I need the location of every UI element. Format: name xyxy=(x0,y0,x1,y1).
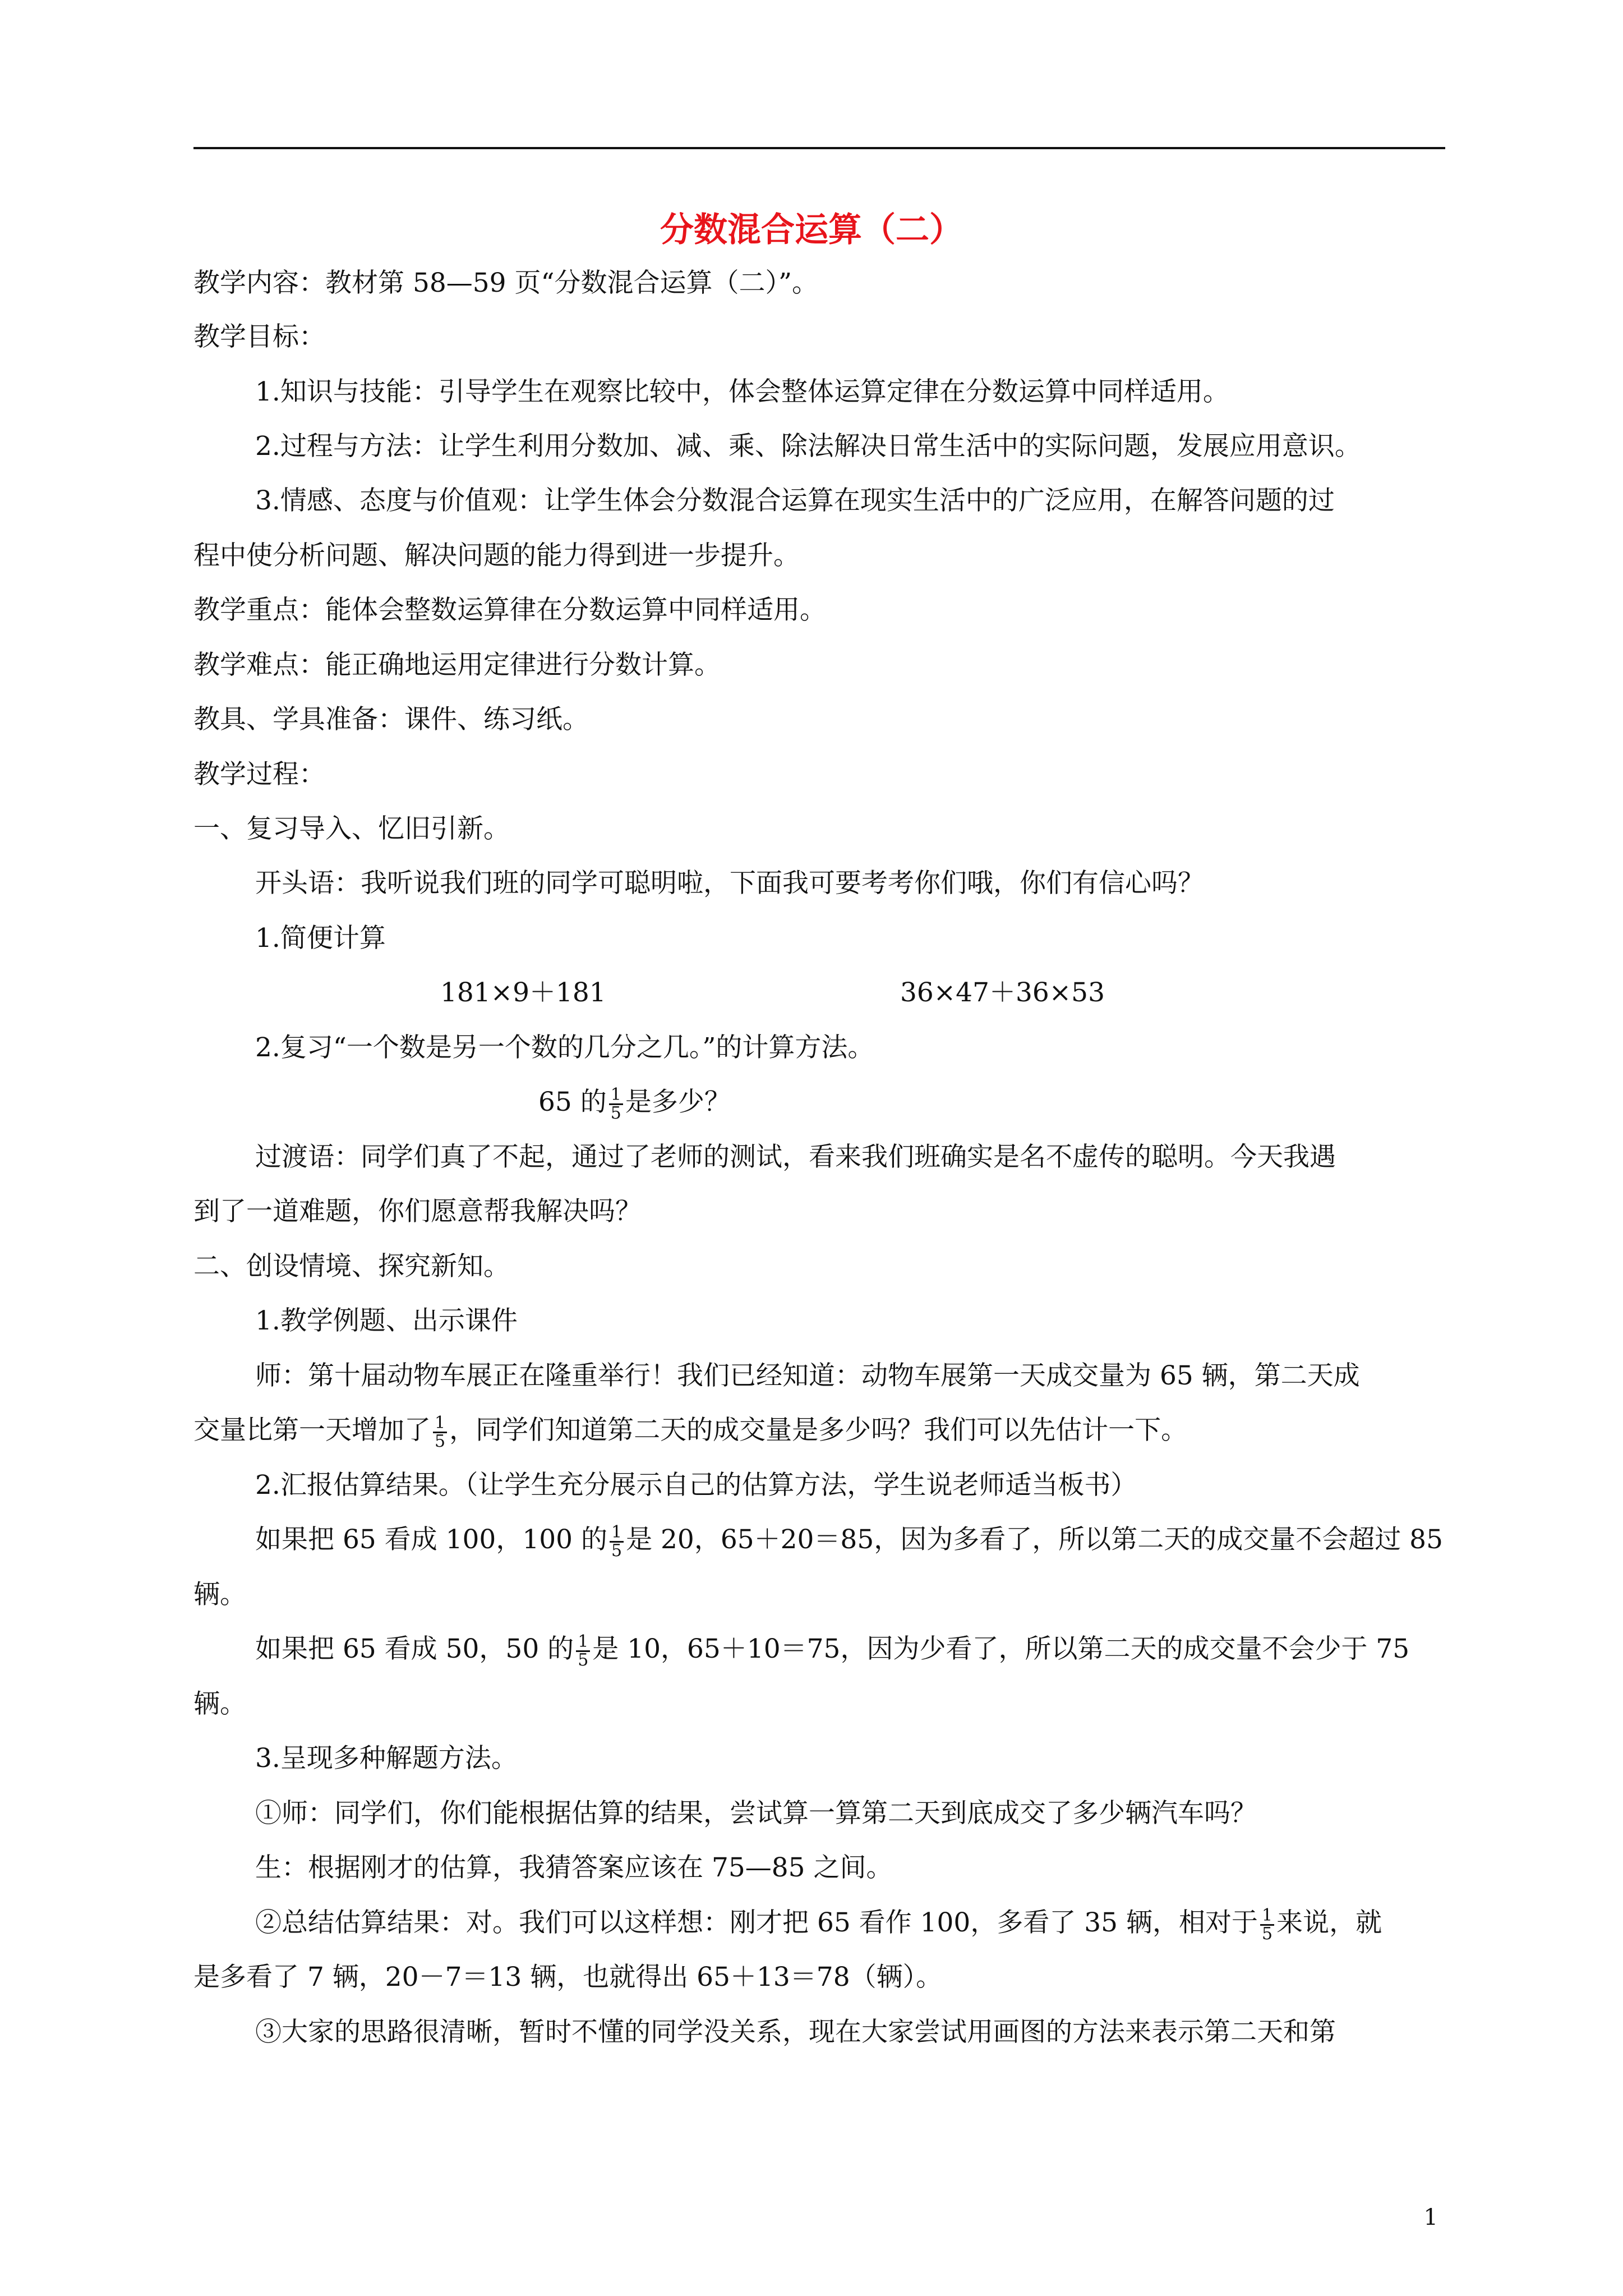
text-line xyxy=(255,1630,1409,1669)
fraction-question xyxy=(538,1083,731,1122)
text-line: 开头语：我听说我们班的同学可聪明啦，下面我可要考考你们哦，你们有信心吗？ xyxy=(255,868,1204,899)
math-expression: 36×47＋36×53 xyxy=(900,977,1105,1008)
fraction: $\frac{1}{5}$ xyxy=(433,1415,447,1450)
text-line: 2.复习“一个数是另一个数的几分之几。”的计算方法。 xyxy=(255,1032,874,1063)
text-line: 2.汇报估算结果。（让学生充分展示自己的估算方法，学生说老师适当板书） xyxy=(255,1470,1137,1501)
header-rule xyxy=(193,147,1445,149)
fraction: $\frac{1}{5}$ xyxy=(610,1524,624,1559)
text-segment: 来说，就 xyxy=(1276,1907,1382,1938)
text-segment: 是 10，65＋10＝75，因为少看了，所以第二天的成交量不会少于 75 xyxy=(592,1634,1410,1664)
fraction: $\frac{1}{5}$ xyxy=(576,1634,590,1669)
text-line: 生：根据刚才的估算，我猜答案应该在 75—85 之间。 xyxy=(255,1852,893,1883)
text-segment: 如果把 65 看成 100，100 的 xyxy=(255,1524,607,1555)
text-line: 辆。 xyxy=(193,1688,246,1719)
text-line: 教学难点：能正确地运用定律进行分数计算。 xyxy=(193,650,721,680)
text-line: 辆。 xyxy=(193,1579,246,1610)
text-segment: ②总结估算结果：对。我们可以这样想：刚才把 65 看作 100，多看了 35 辆，相对于 xyxy=(255,1907,1258,1938)
text-segment: 是多少？ xyxy=(625,1087,731,1117)
fraction: $\frac{1}{5}$ xyxy=(609,1087,623,1122)
text-segment: 是 20，65＋20＝85，因为多看了，所以第二天的成交量不会超过 85 xyxy=(626,1524,1443,1555)
text-line: 教学内容：教材第 58—59 页“分数混合运算（二）”。 xyxy=(193,268,819,298)
text-line: 2.过程与方法：让学生利用分数加、减、乘、除法解决日常生活中的实际问题，发展应用意识。 xyxy=(255,431,1361,462)
text-segment: ，同学们知道第二天的成交量是多少吗？我们可以先估计一下。 xyxy=(449,1415,1188,1446)
section-heading: 二、创设情境、探究新知。 xyxy=(193,1251,510,1282)
text-line: 到了一道难题，你们愿意帮我解决吗？ xyxy=(193,1196,642,1227)
text-line: 教学目标： xyxy=(193,321,325,352)
text-line xyxy=(255,1520,1443,1559)
text-line xyxy=(255,1903,1382,1943)
text-line: 1.知识与技能：引导学生在观察比较中，体会整体运算定律在分数运算中同样适用。 xyxy=(255,376,1229,407)
fraction: $\frac{1}{5}$ xyxy=(1260,1907,1274,1943)
text-segment: 如果把 65 看成 50，50 的 xyxy=(255,1634,574,1664)
text-line: 程中使分析问题、解决问题的能力得到进一步提升。 xyxy=(193,540,800,571)
text-line: 3.情感、态度与价值观：让学生体会分数混合运算在现实生活中的广泛应用，在解答问题的过 xyxy=(255,485,1335,516)
text-line: 过渡语：同学们真了不起，通过了老师的测试，看来我们班确实是名不虚传的聪明。今天我遇 xyxy=(255,1142,1336,1172)
text-line: 教具、学具准备：课件、练习纸。 xyxy=(193,704,589,735)
text-line xyxy=(193,1411,1187,1450)
text-line: 是多看了 7 辆，20－7＝13 辆，也就得出 65＋13＝78（辆）。 xyxy=(193,1962,943,1993)
text-segment: 65 的 xyxy=(538,1087,607,1117)
text-line: ①师：同学们，你们能根据估算的结果，尝试算一算第二天到底成交了多少辆汽车吗？ xyxy=(255,1798,1257,1829)
section-heading: 一、复习导入、忆旧引新。 xyxy=(193,813,510,844)
text-line: ③大家的思路很清晰，暂时不懂的同学没关系，现在大家尝试用画图的方法来表示第二天和第 xyxy=(255,2017,1336,2047)
text-line: 3.呈现多种解题方法。 xyxy=(255,1743,518,1774)
text-line: 师：第十届动物车展正在隆重举行！我们已经知道：动物车展第一天成交量为 65 辆，第二天成 xyxy=(255,1360,1360,1391)
text-line: 1.教学例题、出示课件 xyxy=(255,1305,518,1336)
page-title: 分数混合运算（二） xyxy=(660,210,963,250)
text-line: 教学过程： xyxy=(193,759,325,790)
page-number: 1 xyxy=(1423,2205,1438,2230)
text-line: 教学重点：能体会整数运算律在分数运算中同样适用。 xyxy=(193,595,826,625)
math-expression: 181×9＋181 xyxy=(440,977,606,1008)
text-line: 1.简便计算 xyxy=(255,923,386,954)
text-segment: 交量比第一天增加了 xyxy=(193,1415,431,1446)
